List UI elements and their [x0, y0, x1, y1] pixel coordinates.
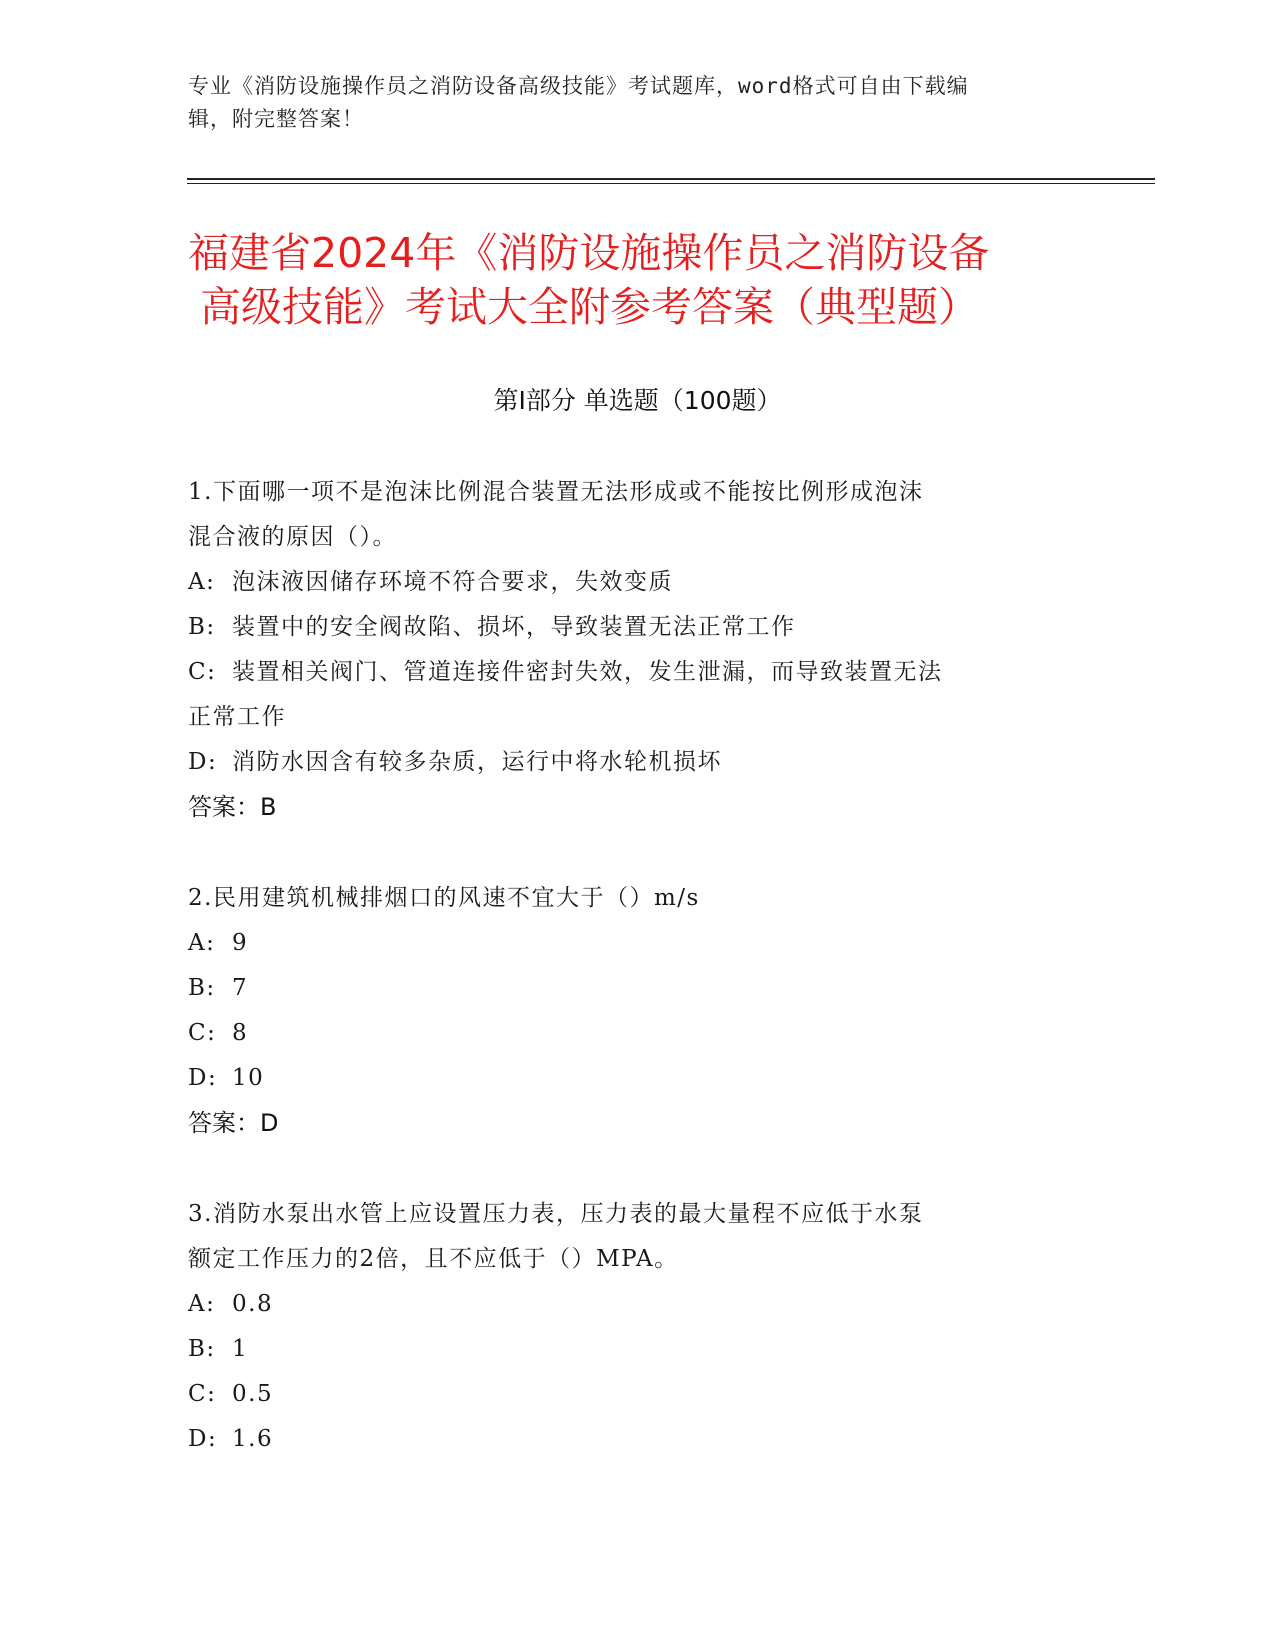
option-label: C: — [188, 1020, 217, 1046]
question-stem-line: 额定工作压力的2倍，且不应低于（）MPA。 — [188, 1246, 679, 1272]
document-title — [188, 226, 1088, 334]
option-label: C: — [188, 659, 217, 685]
option-text: 0.8 — [232, 1291, 274, 1317]
option-label: C: — [188, 1381, 217, 1407]
option-label: D: — [188, 749, 218, 775]
question-list — [188, 470, 1068, 1462]
option-b — [188, 966, 1068, 1011]
option-text: 9 — [232, 930, 249, 956]
option-label: B: — [188, 975, 216, 1001]
question-stem-line: 2.民用建筑机械排烟口的风速不宜大于（）m/s — [188, 885, 700, 911]
spacer — [188, 1146, 1068, 1192]
option-text: 消防水因含有较多杂质，运行中将水轮机损坏 — [232, 749, 722, 775]
option-text: 8 — [232, 1020, 249, 1046]
option-text: 10 — [232, 1065, 265, 1091]
option-a — [188, 921, 1068, 966]
option-d — [188, 1056, 1068, 1101]
answer: 答案：B — [188, 793, 277, 821]
header-note — [188, 70, 1068, 136]
document-title-line-1: 福建省2024年《消防设施操作员之消防设备 — [188, 229, 990, 277]
option-text: 装置中的安全阀故陷、损坏，导致装置无法正常工作 — [232, 614, 796, 640]
question-3 — [188, 1192, 1068, 1462]
option-label: A: — [188, 930, 216, 956]
option-c-continuation: 正常工作 — [188, 704, 286, 730]
question-stem — [188, 470, 1068, 560]
question-stem-line: 1.下面哪一项不是泡沫比例混合装置无法形成或不能按比例形成泡沫 — [188, 479, 924, 505]
option-label: B: — [188, 614, 216, 640]
option-b — [188, 1327, 1068, 1372]
question-stem — [188, 1192, 1068, 1282]
question-stem-line: 混合液的原因（）。 — [188, 524, 397, 550]
question-1 — [188, 470, 1068, 830]
option-text: 装置相关阀门、管道连接件密封失效，发生泄漏，而导致装置无法 — [232, 659, 943, 685]
header-rule-thin — [187, 183, 1155, 184]
option-label: D: — [188, 1426, 218, 1452]
option-label: D: — [188, 1065, 218, 1091]
option-c — [188, 650, 1068, 695]
spacer — [188, 830, 1068, 876]
answer: 答案：D — [188, 1109, 279, 1137]
question-2 — [188, 876, 1068, 1146]
option-a — [188, 1282, 1068, 1327]
header-note-line-1: 专业《消防设施操作员之消防设备高级技能》考试题库，word格式可自由下载编 — [188, 74, 969, 98]
option-c — [188, 1011, 1068, 1056]
option-a — [188, 560, 1068, 605]
section-title: 第Ⅰ部分 单选题（100题） — [493, 386, 782, 415]
header-note-line-2: 辑，附完整答案！ — [188, 107, 364, 131]
option-text: 泡沫液因储存环境不符合要求，失效变质 — [232, 569, 673, 595]
option-text: 7 — [232, 975, 249, 1001]
header-rule-thick — [187, 178, 1155, 180]
option-text: 1 — [232, 1336, 249, 1362]
option-label: A: — [188, 569, 216, 595]
option-label: B: — [188, 1336, 216, 1362]
option-c — [188, 1372, 1068, 1417]
question-stem-line: 3.消防水泵出水管上应设置压力表，压力表的最大量程不应低于水泵 — [188, 1201, 924, 1227]
option-text: 0.5 — [232, 1381, 274, 1407]
option-d — [188, 1417, 1068, 1462]
option-d — [188, 740, 1068, 785]
question-stem — [188, 876, 1068, 921]
document-title-line-2: 高级技能》考试大全附参考答案（典型题） — [200, 283, 979, 331]
option-b — [188, 605, 1068, 650]
option-text: 1.6 — [232, 1426, 274, 1452]
option-label: A: — [188, 1291, 216, 1317]
